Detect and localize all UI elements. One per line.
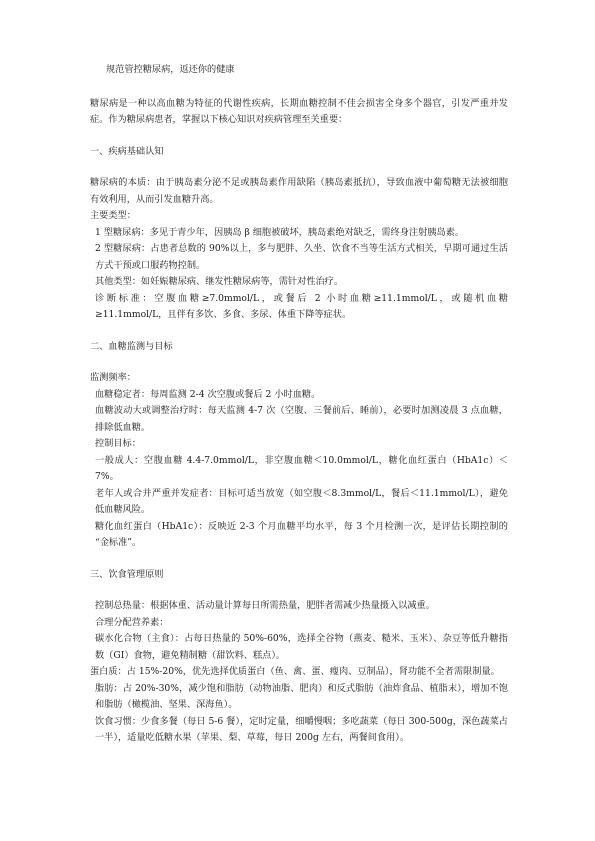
paragraph: 糖化血红蛋白（HbA1c）：反映近 2-3 个月血糖平均水平，每 3 个月检测一次，是评估长期控制的 “金标准”。 [95, 520, 508, 548]
paragraph: 蛋白质：占 15%-20%，优先选择优质蛋白（鱼、禽、蛋、瘦肉、豆制品），肾功能不全者需限制量。 [90, 666, 500, 677]
section-heading-basics: 一、疾病基础认知 [90, 145, 164, 157]
paragraph: 1 型糖尿病：多见于青少年，因胰岛 β 细胞被破坏，胰岛素绝对缺乏，需终身注射胰岛素。 [95, 226, 465, 238]
paragraph: 控制目标： [95, 438, 141, 449]
paragraph: 诊断标准：空腹血糖≥7.0mmol/L，或餐后 2 小时血糖≥11.1mmol/L，或随机血糖≥11.1mmol/L，且伴有多饮、多食、多尿、体重下降等症状。 [95, 292, 508, 320]
paragraph: 糖尿病的本质：由于胰岛素分泌不足或胰岛素作用缺陷（胰岛素抵抗），导致血液中葡萄糖无法被细胞有效利用，从而引发血糖升高。 [90, 177, 508, 205]
section-heading-diet: 三、饮食管理原则 [90, 568, 164, 580]
section-heading-monitoring: 二、血糖监测与目标 [90, 340, 173, 352]
paragraph: 饮食习惯：少食多餐（每日 5-6 餐），定时定量，细嚼慢咽；多吃蔬菜（每日 300-500g，深色蔬菜占一半），适量吃低糖水果（苹果、梨、草莓，每日 200g 左右，两餐间食用）。 [95, 715, 508, 743]
paragraph: 一般成人：空腹血糖 4.4-7.0mmol/L，非空腹血糖＜10.0mmol/L，糖化血红蛋白（HbA1c）＜7%。 [95, 454, 508, 482]
paragraph: 控制总热量：根据体重、活动量计算每日所需热量，肥胖者需减少热量摄入以减重。 [95, 600, 435, 611]
paragraph: 脂肪：占 20%-30%，减少饱和脂肪（动物油脂、肥肉）和反式脂肪（油炸食品、植脂末），增加不饱和脂肪（橄榄油、坚果、深海鱼）。 [95, 682, 508, 710]
paragraph: 碳水化合物（主食）：占每日热量的 50%-60%，选择全谷物（燕麦、糙米、玉米）、杂豆等低升糖指数（GI）食物，避免精制糖（甜饮料、糕点）。 [95, 633, 508, 661]
paragraph: 主要类型： [90, 210, 136, 221]
paragraph: 监测频率： [90, 372, 136, 383]
paragraph: 血糖波动大或调整治疗时：每天监测 4-7 次（空腹、三餐前后、睡前），必要时加测凌晨 3 点血糖，排除低血糖。 [95, 405, 508, 433]
paragraph: 其他类型：如妊娠糖尿病、继发性糖尿病等，需针对性治疗。 [95, 276, 344, 287]
paragraph: 老年人或合并严重并发症者：目标可适当放宽（如空腹＜8.3mmol/L，餐后＜11.1mmol/L），避免低血糖风险。 [95, 487, 508, 515]
paragraph: 血糖稳定者：每周监测 2-4 次空腹或餐后 2 小时血糖。 [95, 388, 321, 400]
intro-paragraph: 糖尿病是一种以高血糖为特征的代谢性疾病，长期血糖控制不佳会损害全身多个器官，引发严重并发症。作为糖尿病患者，掌握以下核心知识对疾病管理至关重要： [90, 97, 508, 125]
paragraph: 合理分配营养素： [95, 616, 169, 628]
paragraph: 2 型糖尿病：占患者总数的 90%以上，多与肥胖、久坐、饮食不当等生活方式相关，早期可通过生活方式干预或口服药物控制。 [95, 243, 508, 271]
document-body [90, 62, 508, 747]
document-title: 规范管控糖尿病，返还你的健康 [106, 64, 235, 75]
